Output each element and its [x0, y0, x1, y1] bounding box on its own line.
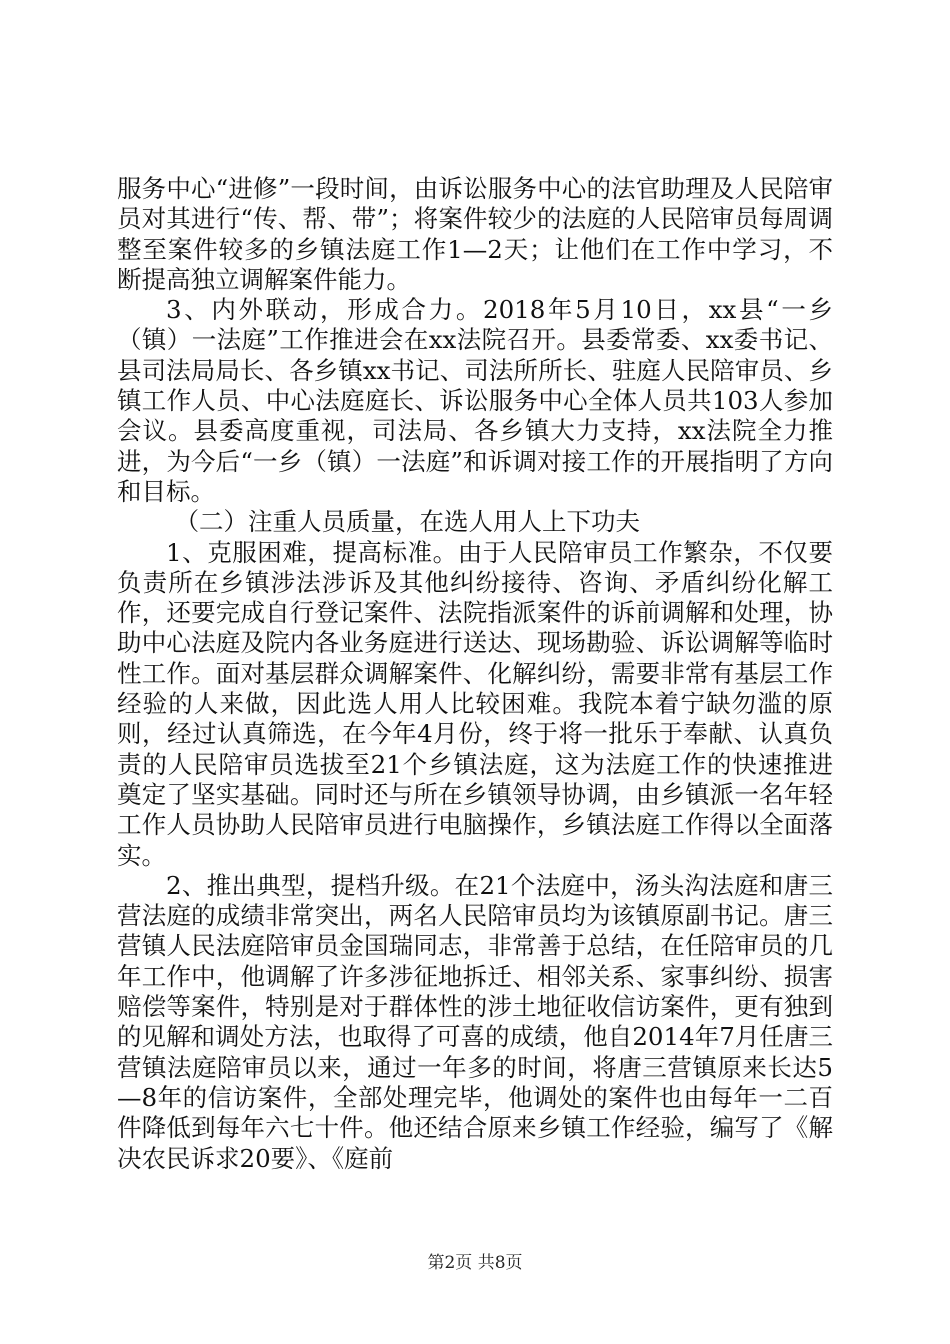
page-number-footer: 第2页 共8页	[427, 1253, 523, 1273]
paragraph-3: 1、克服困难，提高标准。由于人民陪审员工作繁杂，不仅要负责所在乡镇涉法涉诉及其他纠纷接待、咨询、矛盾纠纷化解工作，还要完成自行登记案件、法院指派案件的诉前调解和处理，协助中心法庭及院内各业务庭进行送达、现场勘验、诉讼调解等临时性工作。面对基层群众调解案件、化解纠纷，需要非常有基层工作经验的人来做，因此选人用人比较困难。我院本着宁缺勿滥的原则，经过认真筛选，在今年4月份，终于将一批乐于奉献、认真负责的人民陪审员选拔至21个乡镇法庭，这为法庭工作的快速推进奠定了坚实基础。同时还与所在乡镇领导协调，由乡镇派一名年轻工作人员协助人民陪审员进行电脑操作，乡镇法庭工作得以全面落实。	[117, 537, 833, 870]
paragraph-4: 2、推出典型，提档升级。在21个法庭中，汤头沟法庭和唐三营法庭的成绩非常突出，两名人民陪审员均为该镇原副书记。唐三营镇人民法庭陪审员金国瑞同志，非常善于总结，在任陪审员的几年工作中，他调解了许多涉征地拆迁、相邻关系、家事纠纷、损害赔偿等案件，特别是对于群体性的涉土地征收信访案件，更有独到的见解和调处方法，也取得了可喜的成绩，他自2014年7月任唐三营镇法庭陪审员以来，通过一年多的时间，将唐三营镇原来长达5—8年的信访案件，全部处理完毕，他调处的案件也由每年一二百件降低到每年六七十件。他还结合原来乡镇工作经验，编写了《解决农民诉求20要》、《庭前	[117, 870, 833, 1173]
paragraph-1: 服务中心“进修”一段时间，由诉讼服务中心的法官助理及人民陪审员对其进行“传、帮、带”；将案件较少的法庭的人民陪审员每周调整至案件较多的乡镇法庭工作1—2天；让他们在工作中学习，不断提高独立调解案件能力。	[117, 174, 833, 294]
document-body	[117, 174, 833, 1174]
paragraph-2: 3、内外联动，形成合力。2018年5月10日，xx县“一乡（镇）一法庭”工作推进会在xx法院召开。县委常委、xx委书记、县司法局局长、各乡镇xx书记、司法所所长、驻庭人民陪审员、乡镇工作人员、中心法庭庭长、诉讼服务中心全体人员共103人参加会议。县委高度重视，司法局、各乡镇大力支持，xx法院全力推进，为今后“一乡（镇）一法庭”和诉调对接工作的开展指明了方向和目标。	[117, 295, 833, 506]
section-heading: （二）注重人员质量，在选人用人上下功夫	[174, 507, 641, 537]
